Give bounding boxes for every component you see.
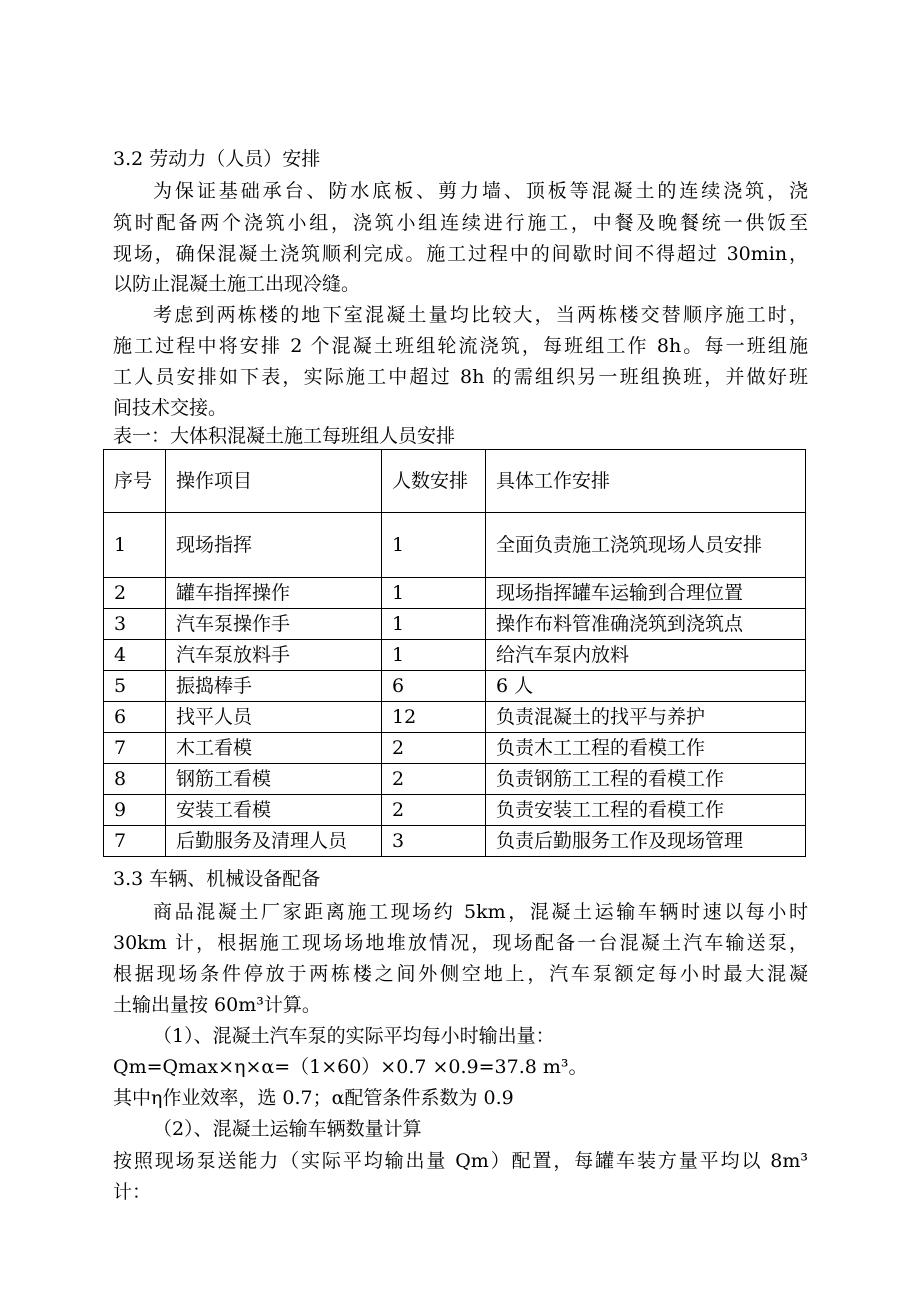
table-cell: 1 [382,513,486,578]
table-cell: 12 [382,702,486,733]
table-cell: 负责钢筋工工程的看模工作 [486,764,806,795]
table-cell: 后勤服务及清理人员 [166,826,382,857]
table-cell: 1 [382,640,486,671]
table-cell: 7 [104,826,166,857]
section-heading: 3.2 劳动力（人员）安排 [113,148,321,170]
table-caption: 表一：大体积混凝土施工每班组人员安排 [113,425,456,447]
table-cell: 4 [104,640,166,671]
table-cell: 现场指挥罐车运输到合理位置 [486,578,806,609]
table-cell: 3 [104,609,166,640]
table-cell: 负责木工工程的看模工作 [486,733,806,764]
table-header-cell: 序号 [104,450,166,513]
table-row [104,609,806,640]
table-cell: 1 [382,578,486,609]
paragraph-line: 计： [113,1181,152,1203]
table-cell: 6 [104,702,166,733]
table-row [104,733,806,764]
staffing-table [103,449,806,857]
table-cell: 2 [382,733,486,764]
item-title: （1）、混凝土汽车泵的实际平均每小时输出量： [153,1025,555,1047]
table-row [104,578,806,609]
table-cell: 汽车泵操作手 [166,609,382,640]
table-cell: 汽车泵放料手 [166,640,382,671]
table-cell: 负责混凝土的找平与养护 [486,702,806,733]
paragraph-line: 筑时配备两个浇筑小组，浇筑小组连续进行施工，中餐及晚餐统一供饭至 [113,212,808,234]
table-cell: 1 [104,513,166,578]
table-row [104,702,806,733]
table-row [104,671,806,702]
table-header-cell: 操作项目 [166,450,382,513]
paragraph-line: 土输出量按 60m³计算。 [113,994,321,1016]
formula-line: Qm=Qmax×η×α=（1×60）×0.7 ×0.9=37.8 m³。 [113,1056,588,1078]
table-cell: 给汽车泵内放料 [486,640,806,671]
table-header-cell: 具体工作安排 [486,450,806,513]
paragraph-line: 工人员安排如下表，实际施工中超过 8h 的需组织另一班组换班，并做好班 [113,366,808,388]
paragraph-line: 间技术交接。 [113,397,228,419]
table-row [104,826,806,857]
table-cell: 负责后勤服务工作及现场管理 [486,826,806,857]
table-header-row [104,450,806,513]
table-cell: 2 [104,578,166,609]
table-cell: 9 [104,795,166,826]
paragraph-line: 30km 计，根据施工现场场地堆放情况，现场配备一台混凝土汽车输送泵， [113,932,808,954]
table-cell: 6 人 [486,671,806,702]
table-row [104,640,806,671]
item-title: （2）、混凝土运输车辆数量计算 [153,1118,422,1140]
section-heading: 3.3 车辆、机械设备配备 [113,868,321,890]
table-cell: 钢筋工看模 [166,764,382,795]
table-cell: 6 [382,671,486,702]
paragraph-line: 考虑到两栋楼的地下室混凝土量均比较大，当两栋楼交替顺序施工时， [153,304,808,326]
table-row [104,513,806,578]
paragraph-line: 按照现场泵送能力（实际平均输出量 Qm）配置，每罐车装方量平均以 8m³ [113,1150,808,1172]
table-cell: 2 [382,764,486,795]
table-cell: 安装工看模 [166,795,382,826]
table-cell: 振捣棒手 [166,671,382,702]
table-header-cell: 人数安排 [382,450,486,513]
table-cell: 负责安装工工程的看模工作 [486,795,806,826]
paragraph-line: 商品混凝土厂家距离施工现场约 5km，混凝土运输车辆时速以每小时 [153,901,808,923]
table-cell: 操作布料管准确浇筑到浇筑点 [486,609,806,640]
paragraph-line: 根据现场条件停放于两栋楼之间外侧空地上，汽车泵额定每小时最大混凝 [113,963,808,985]
table-cell: 7 [104,733,166,764]
table-cell: 木工看模 [166,733,382,764]
table-cell: 8 [104,764,166,795]
paragraph-line: 现场，确保混凝土浇筑顺利完成。施工过程中的间歇时间不得超过 30min， [113,243,808,265]
table-cell: 现场指挥 [166,513,382,578]
table-cell: 罐车指挥操作 [166,578,382,609]
paragraph-line: 以防止混凝土施工出现冷缝。 [113,273,361,295]
table-cell: 2 [382,795,486,826]
table-cell: 全面负责施工浇筑现场人员安排 [486,513,806,578]
table-cell: 3 [382,826,486,857]
table-row [104,764,806,795]
note-line: 其中η作业效率，选 0.7；α配管条件系数为 0.9 [113,1087,514,1109]
table-cell: 1 [382,609,486,640]
paragraph-line: 为保证基础承台、防水底板、剪力墙、顶板等混凝土的连续浇筑，浇 [153,180,808,202]
table-row [104,795,806,826]
table-cell: 找平人员 [166,702,382,733]
table-cell: 5 [104,671,166,702]
paragraph-line: 施工过程中将安排 2 个混凝土班组轮流浇筑，每班组工作 8h。每一班组施 [113,335,808,357]
